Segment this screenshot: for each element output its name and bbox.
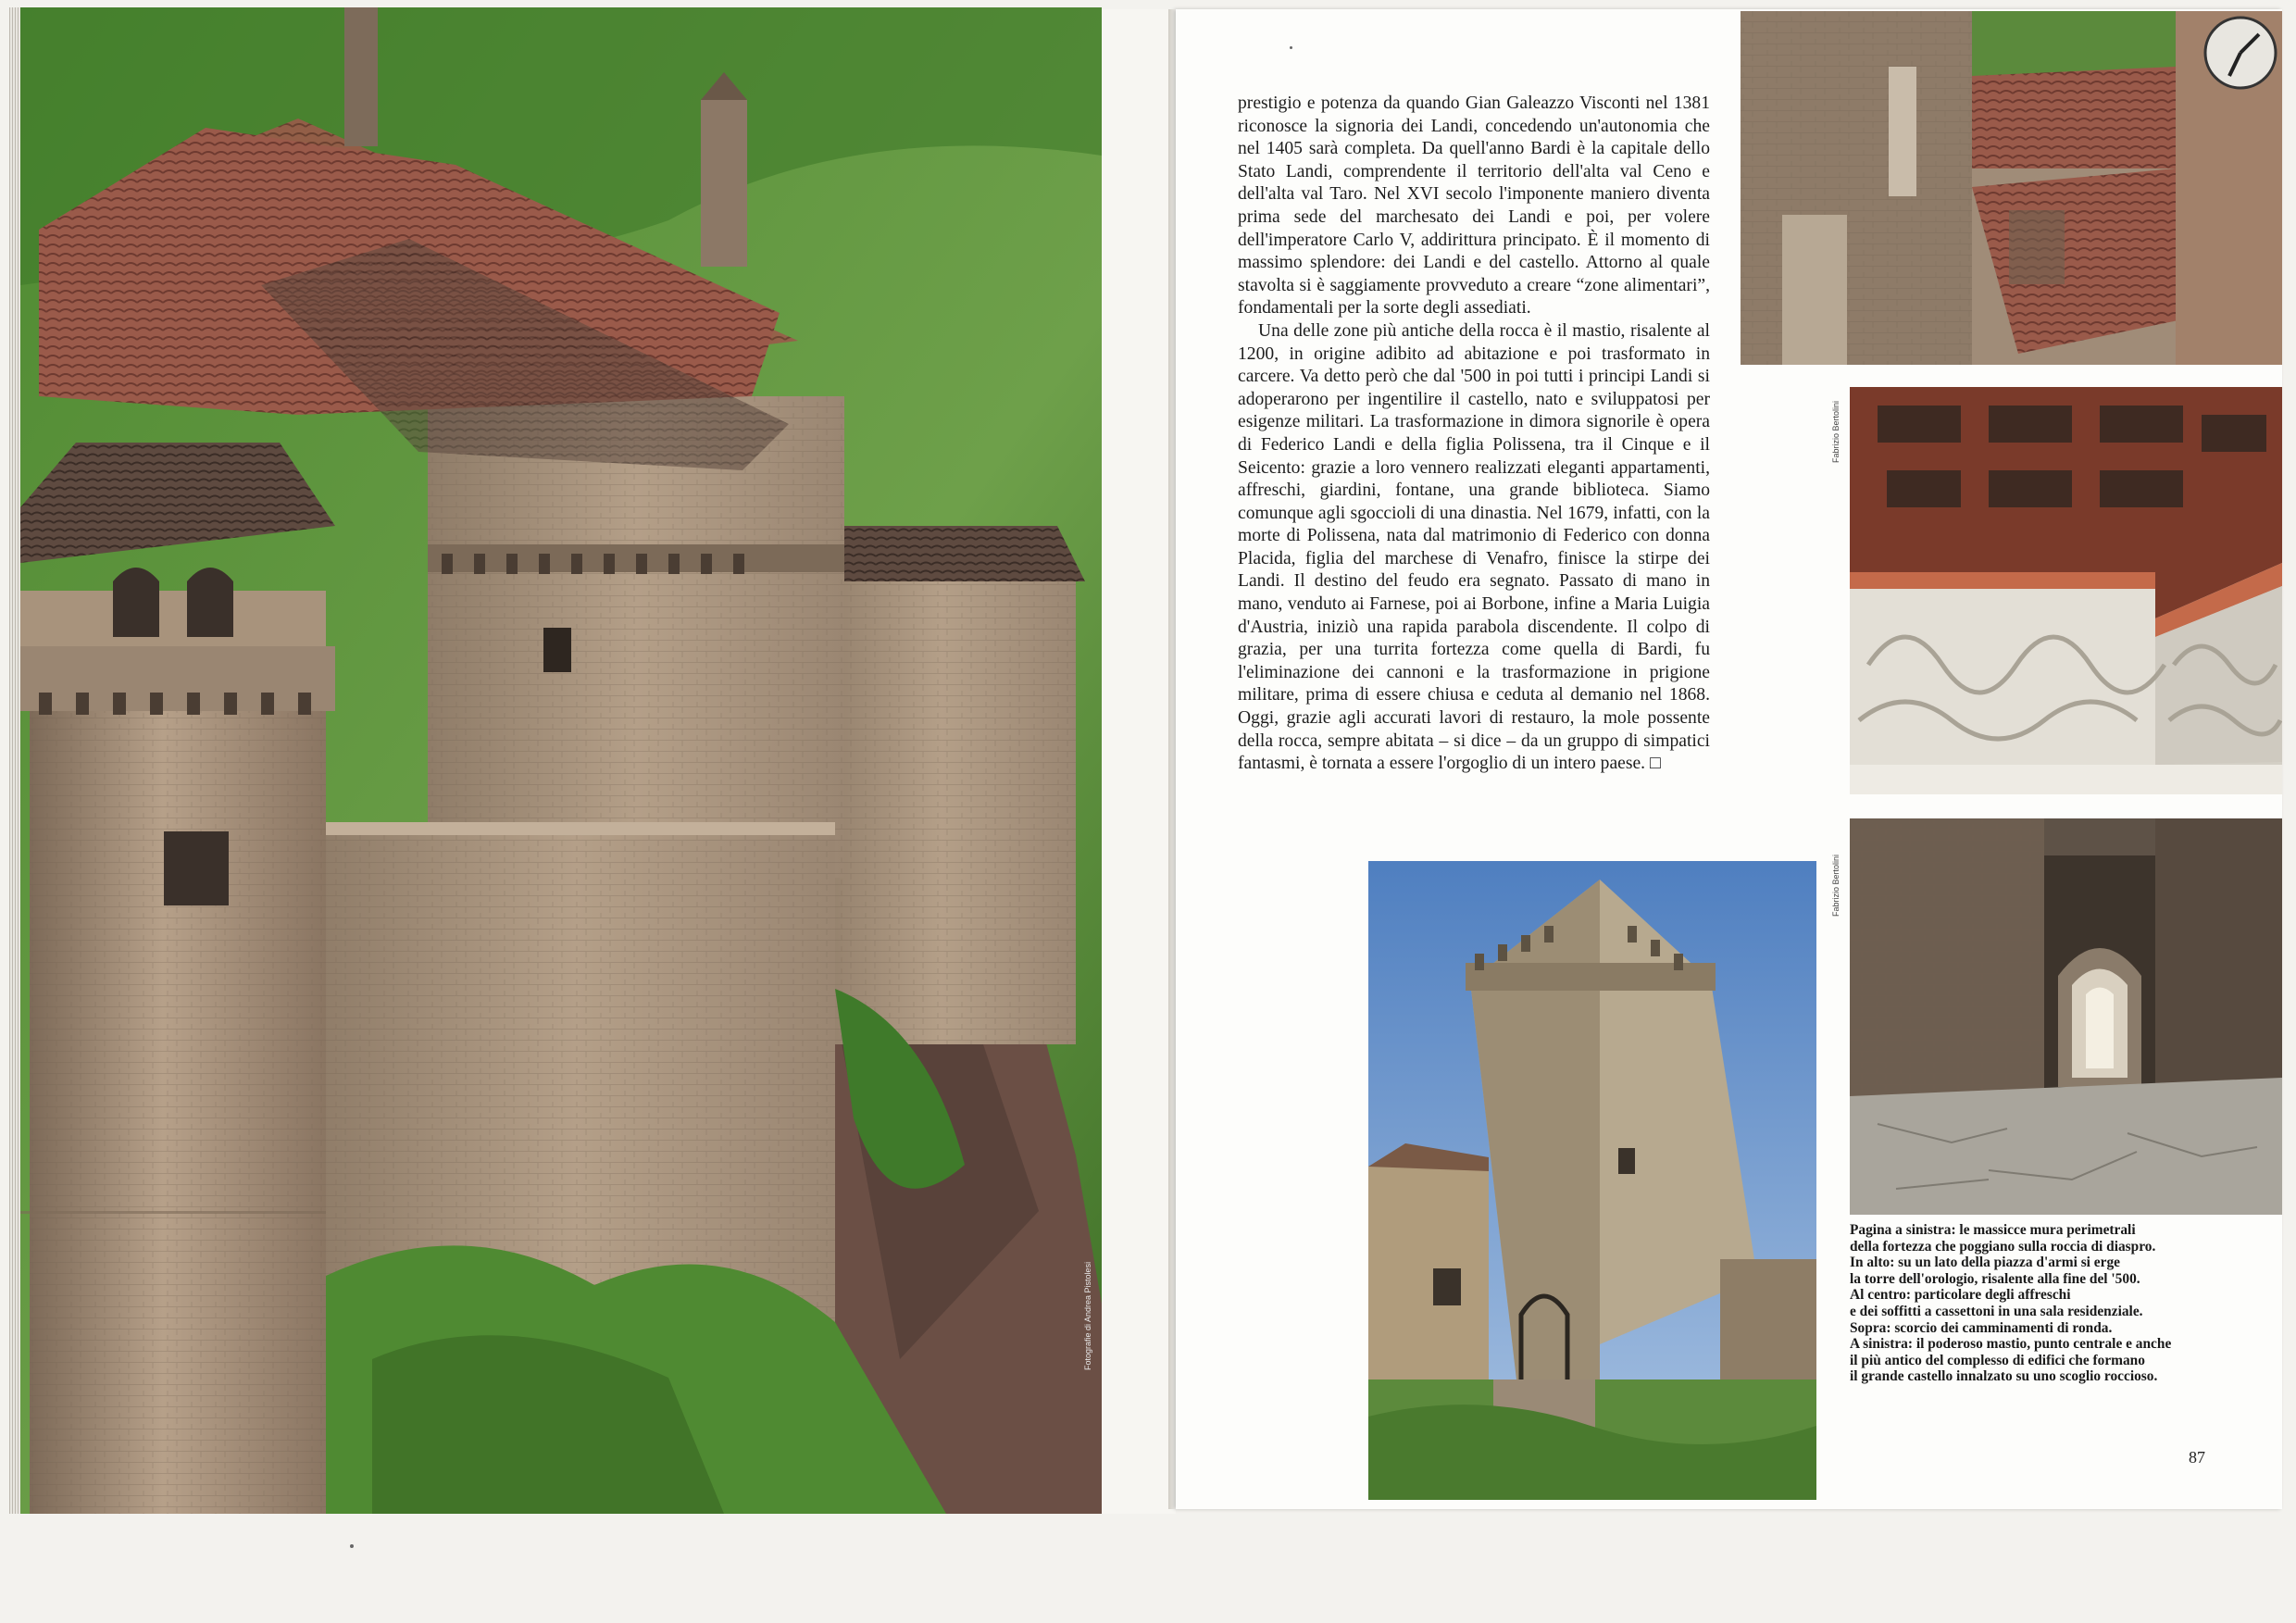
gutter — [1102, 9, 1176, 1514]
castle-walls-photo — [20, 7, 1102, 1514]
photo-captions — [1850, 1222, 2285, 1385]
photo-credit-corridor: Fabrizio Bertolini — [1831, 854, 1841, 917]
page-number: 87 — [2189, 1448, 2205, 1467]
caption-line: la torre dell'orologio, risalente alla fine del '500. — [1850, 1270, 2140, 1287]
caption-line: e dei soffitti a cassettoni in una sala residenziale. — [1850, 1303, 2143, 1319]
keep-tower-photo — [1368, 861, 1816, 1500]
caption-line: A sinistra: il poderoso mastio, punto centrale e anche — [1850, 1336, 2172, 1353]
caption-line: il più antico del complesso di edifici che formano — [1850, 1352, 2145, 1368]
clock-tower-photo — [1741, 11, 2282, 365]
article-body — [1238, 93, 1710, 776]
photo-credit-fresco: Fabrizio Bertolini — [1831, 400, 1841, 463]
article-paragraph: Una delle zone più antiche della rocca è il mastio, risalente al 1200, in origine adibito ad abitazione e poi trasformato in carcere. Va detto però che dal '500 in poi tutti i principi Landi si adoperarono per ingentilire il castello, nato e sviluppatosi per esigenze militari. La trasformazione in dimora signorile è opera di Federico Landi e della figlia Polissena, tra il Cinque e il Seicento: grazie a loro vennero realizzati eleganti appartamenti, affreschi, giardini, fontane, una grande biblioteca. Siamo comunque agli sgoccioli di una dinastia. Nel 1679, infatti, con la morte di Polissena, nata dal matrimonio di Federico con donna Placida, figlia del marchese di Venafro, finisce la stirpe dei Landi. Il destino del feudo era segnato. Passato di mano in mano, venduto ai Farnese, poi ai Borbone, infine a Maria Luigia d'Austria, iniziò una rapida parabola discendente. Il colpo di grazia, per una turrita fortezza come quella di Bardi, fu l'eliminazione dei cannoni e la trasformazione in prigione militare, prima di essere chiusa e ceduta al demanio nel 1868. Oggi, grazie agli accurati lavori di restauro, la mole possente della rocca, sempre abitata – si dice – da un gruppo di simpatici fantasmi, è tornata a essere l'orgoglio di un intero paese. □ — [1238, 320, 1710, 774]
caption-line: della fortezza che poggiano sulla roccia di diaspro. — [1850, 1238, 2156, 1255]
patrol-walkway-photo — [1850, 818, 2282, 1215]
article-paragraph: prestigio e potenza da quando Gian Galeazzo Visconti nel 1381 riconosce la signoria dei Landi, concedendo un'autonomia che nel 1405 sarà completa. Da quell'anno Bardi è la capitale dello Stato Landi, comprendente il territorio dell'alta val Ceno e dell'alta val Taro. Nel XVI secolo l'imponente maniero diventa prima sede del marchesato dei Landi e poi, per volere dell'imperatore Carlo V, addirittura principato. È il momento di massimo splendore: dei Landi e del castello. Attorno al quale stavolta si è saggiamente provveduto a creare “zone alimentari”, fondamentali per la sorte degli assediati. — [1238, 94, 1710, 318]
caption-line: In alto: su un lato della piazza d'armi si erge — [1850, 1255, 2120, 1271]
caption-line: Pagina a sinistra: le massicce mura perimetrali — [1850, 1222, 2136, 1238]
caption-line: Al centro: particolare degli affreschi — [1850, 1287, 2071, 1304]
fresco-ceiling-photo — [1850, 387, 2282, 794]
scan-speck — [1290, 46, 1292, 49]
caption-line: Sopra: scorcio dei camminamenti di ronda. — [1850, 1319, 2113, 1336]
spine-edge — [1168, 9, 1176, 1509]
photo-credit-main: Fotografie di Andrea Pistolesi — [1083, 1261, 1092, 1370]
scan-speck — [350, 1544, 354, 1548]
caption-line: il grande castello innalzato su uno scoglio roccioso. — [1850, 1368, 2158, 1385]
